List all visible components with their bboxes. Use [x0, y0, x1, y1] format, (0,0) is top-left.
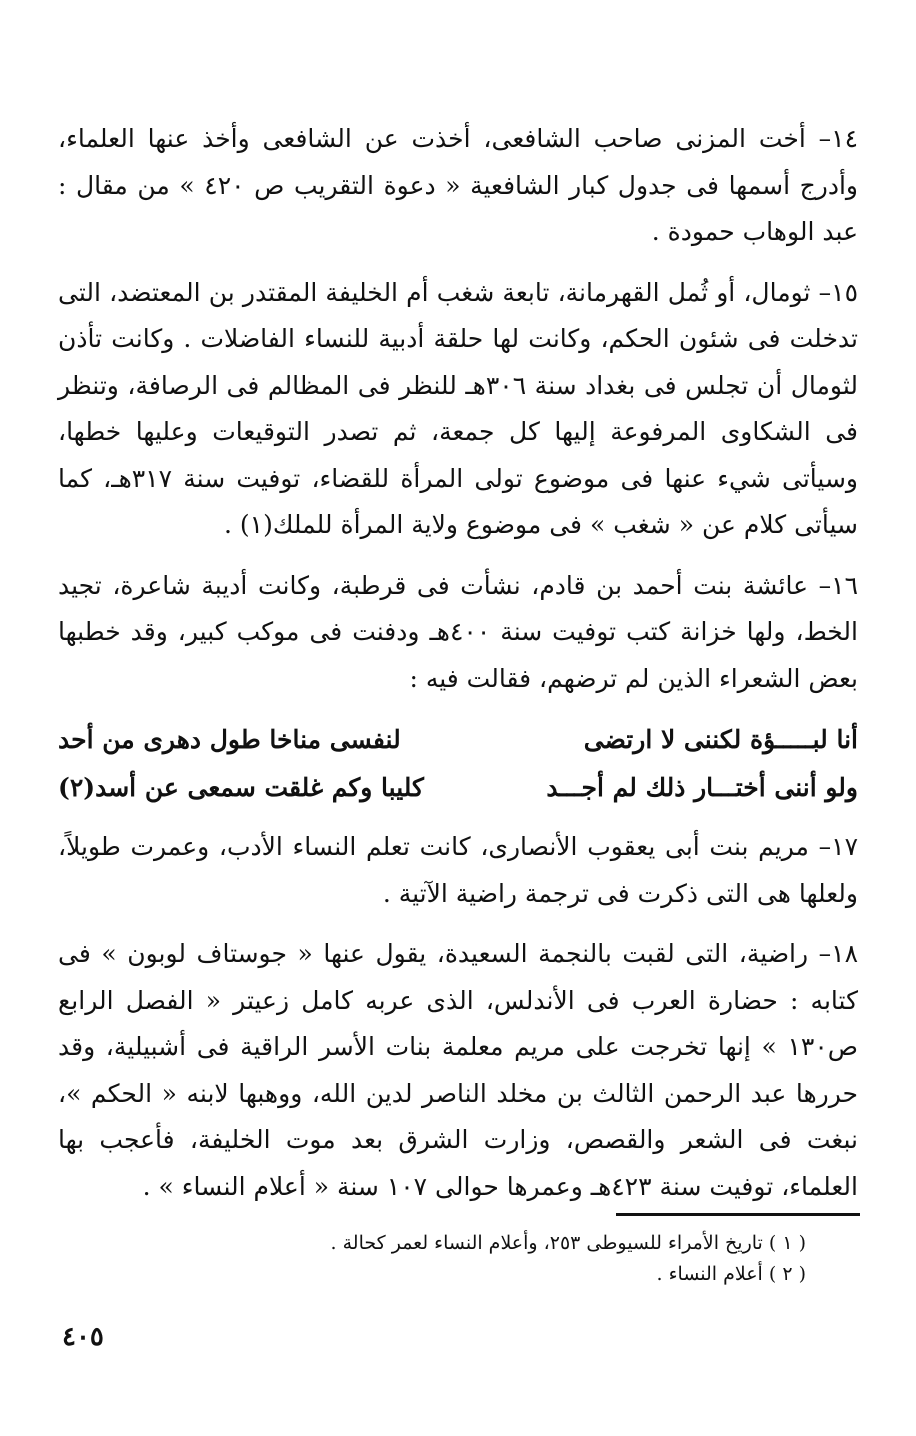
entry-14: ١٤– أخت المزنى صاحب الشافعى، أخذت عن الشافعى وأخذ عنها العلماء، وأدرج أسمها فى جدول كبار الشافعية « دعوة التقريب ص ٤٢٠ » من مقال : عبد الوهاب حمودة . [58, 124, 858, 246]
verse [58, 716, 858, 764]
verse [58, 764, 858, 812]
footnote-divider [616, 1213, 860, 1216]
page-number: ٤٠٥ [62, 1322, 104, 1352]
poem [58, 716, 858, 812]
entry-15: ١٥– ثومال، أو ثُمل القهرمانة، تابعة شغب أم الخليفة المقتدر بن المعتضد، التى تدخلت فى شئون الحكم، وكانت لها حلقة أدبية للنساء الفاضلات . وكانت تأذن لثومال أن تجلس فى بغداد سنة ٣٠٦هـ للنظر فى المظالم فى الرصافة، وتنظر فى الشكاوى المرفوعة إليها كل جمعة، ثم تصدر التوقيعات وعليها خطها، وسيأتى شيء عنها فى موضوع تولى المرأة للقضاء، توفيت سنة ٣١٧هـ، كما سيأتى كلام عن « شغب » فى موضوع ولاية المرأة للملك(١) . [58, 277, 858, 539]
verse-first-hemistich: أنا لبـــــؤة لكننى لا ارتضى [583, 725, 858, 754]
main-text [58, 116, 858, 1224]
footnote-1: ( ١ ) تاريخ الأمراء للسيوطى ٢٥٣، وأعلام النساء لعمر كحالة . [330, 1232, 806, 1254]
verse-second-hemistich: لنفسى مناخا طول دهرى من أحد [58, 725, 401, 754]
verse-second-hemistich: كليبا وكم غلقت سمعى عن أسد(٢) [58, 773, 424, 802]
entry-17: ١٧– مريم بنت أبى يعقوب الأنصارى، كانت تعلم النساء الأدب، وعمرت طويلاً، ولعلها هى التى ذكرت فى ترجمة راضية الآتية . [58, 832, 858, 908]
entry-16: ١٦– عائشة بنت أحمد بن قادم، نشأت فى قرطبة، وكانت أديبة شاعرة، تجيد الخط، ولها خزانة كتب توفيت سنة ٤٠٠هـ ودفنت فى موكب كبير، وقد خطبها بعض الشعراء الذين لم ترضهم، فقالت فيه : [58, 570, 858, 693]
verse-first-hemistich: ولو أننى أختـــار ذلك لم أجـــد [546, 773, 858, 802]
entry-18: ١٨– راضية، التى لقبت بالنجمة السعيدة، يقول عنها « جوستاف لوبون » فى كتابه : حضارة العرب فى الأندلس، الذى عربه كامل زعيتر « الفصل الرابع ص١٣٠ » إنها تخرجت على مريم معلمة بنات الأسر الراقية فى أشبيلية، وقد حررها عبد الرحمن الثالث بن مخلد الناصر لدين الله، ووهبها لابنه « الحكم »، نبغت فى الشعر والقصص، وزارت الشرق بعد موت الخليفة، فأعجب بها العلماء، توفيت سنة ٤٢٣هـ وعمرها حوالى ١٠٧ سنة « أعلام النساء » . [58, 939, 858, 1201]
footnotes [206, 1228, 806, 1290]
footnote-2: ( ٢ ) أعلام النساء . [656, 1263, 806, 1285]
